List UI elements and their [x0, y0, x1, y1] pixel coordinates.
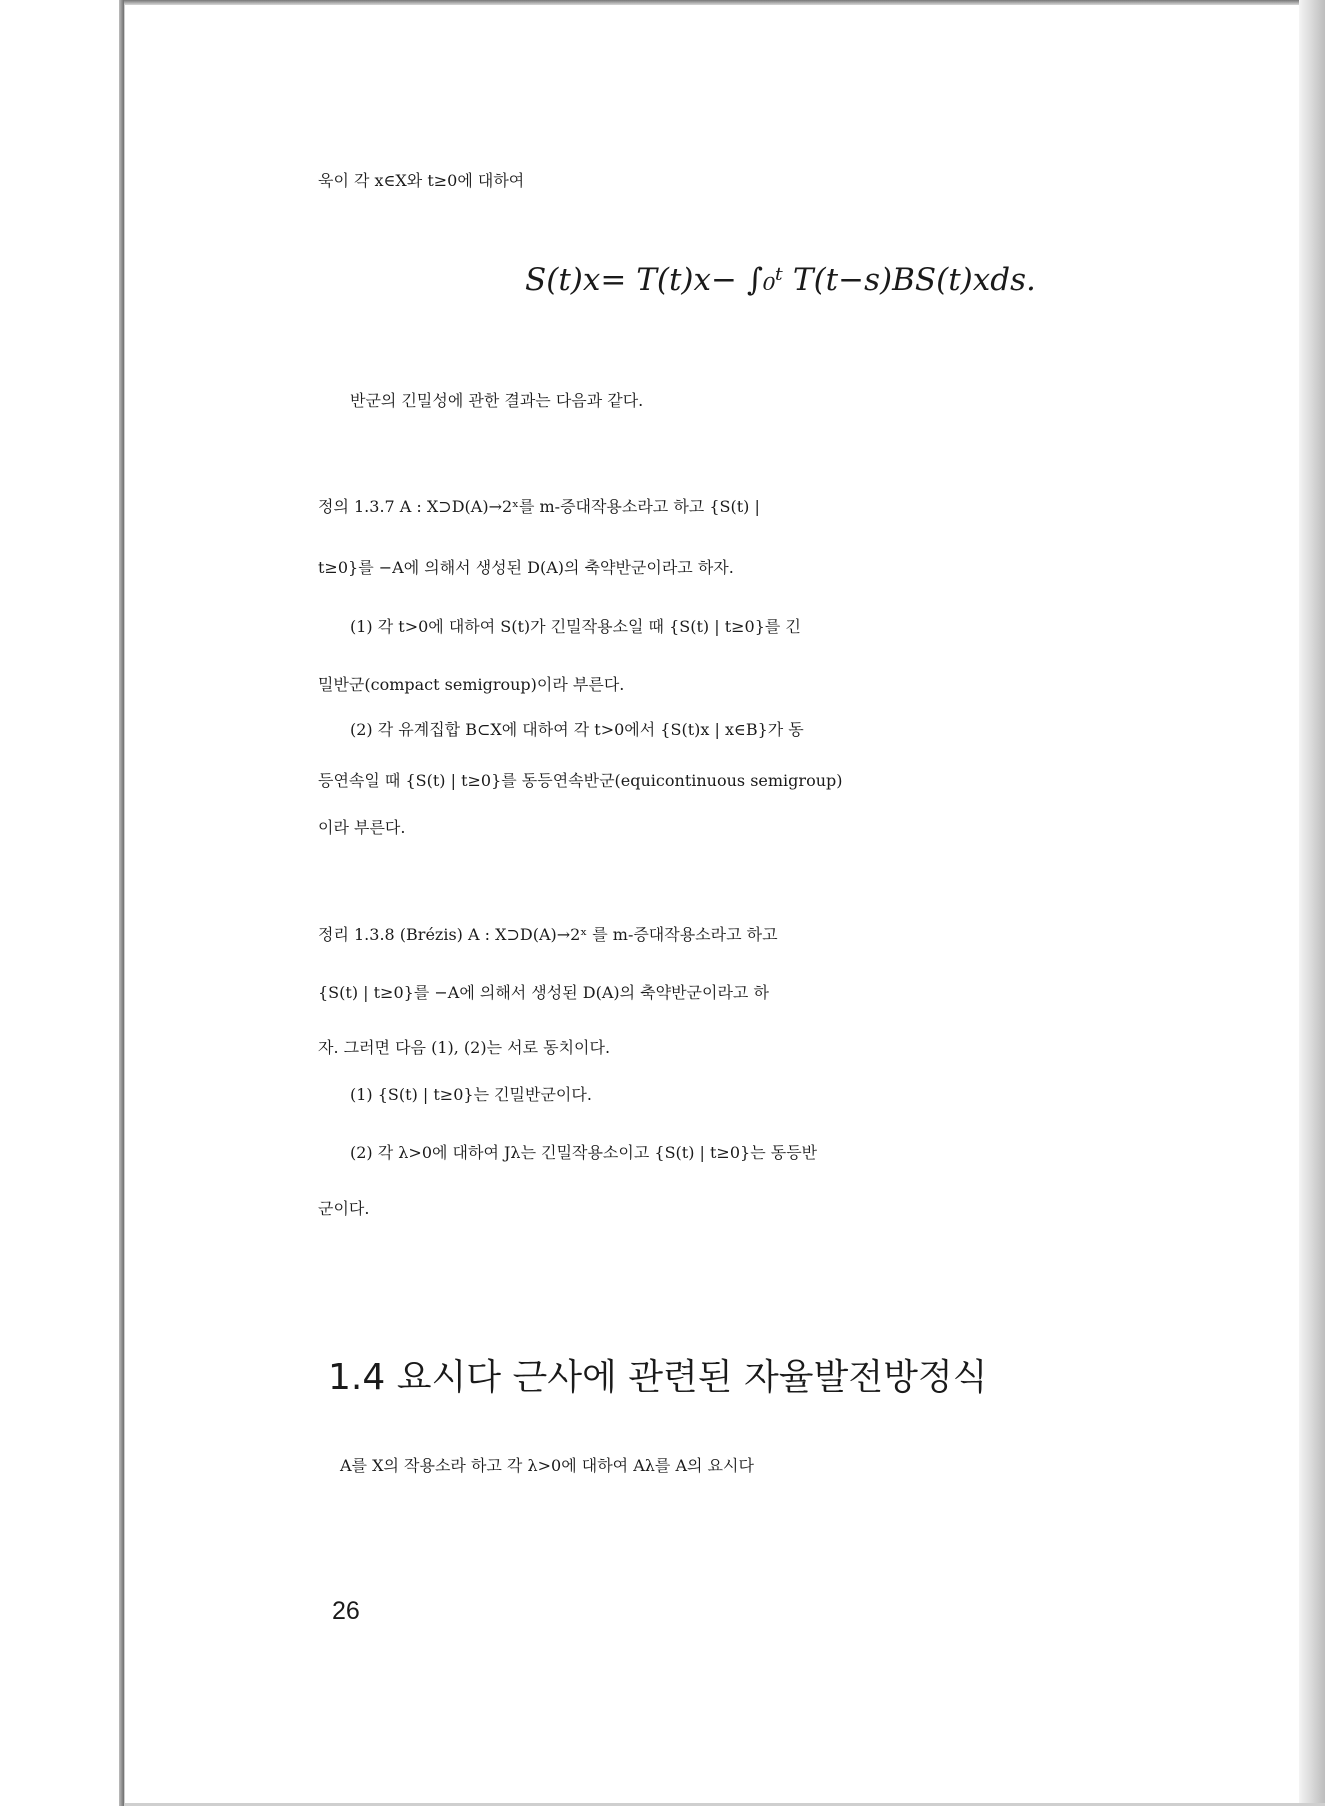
text-line: t≥0}를 −A에 의해서 생성된 D(A)의 축약반군이라고 하자. — [318, 558, 734, 577]
text-line: (2) 각 유계집합 B⊂X에 대하여 각 t>0에서 {S(t)x | x∈B}가 동 — [350, 720, 804, 739]
page-number: 26 — [332, 1597, 360, 1625]
text-line: {S(t) | t≥0}를 −A에 의해서 생성된 D(A)의 축약반군이라고 하 — [318, 983, 769, 1002]
text-line: (1) 각 t>0에 대하여 S(t)가 긴밀작용소일 때 {S(t) | t≥0}를 긴 — [350, 617, 801, 636]
integral-formula: S(t)x= T(t)x− ∫₀ᵗ T(t−s)BS(t)xds. — [525, 262, 1036, 298]
page-top-edge — [124, 0, 1325, 5]
text-line: 자. 그러면 다음 (1), (2)는 서로 동치이다. — [318, 1038, 611, 1057]
page-right-edge — [1299, 0, 1325, 1806]
page-left-edge — [0, 0, 125, 1806]
text-line: 반군의 긴밀성에 관한 결과는 다음과 같다. — [350, 391, 644, 410]
text-line: (2) 각 λ>0에 대하여 Jλ는 긴밀작용소이고 {S(t) | t≥0}는 동등반 — [350, 1143, 818, 1162]
text-line: 밀반군(compact semigroup)이라 부른다. — [318, 675, 625, 694]
section-heading: 1.4 요시다 근사에 관련된 자율발전방정식 — [328, 1357, 988, 1398]
text-line: 이라 부른다. — [318, 818, 406, 837]
text-line: 군이다. — [318, 1199, 370, 1218]
definition-heading: 정의 1.3.7 A : X⊃D(A)→2ˣ를 m-증대작용소라고 하고 {S(t) | — [318, 497, 760, 516]
text-line: 등연속일 때 {S(t) | t≥0}를 동등연속반군(equicontinuous semigroup) — [318, 771, 843, 790]
text-line: 욱이 각 x∈X와 t≥0에 대하여 — [318, 171, 525, 190]
theorem-heading: 정리 1.3.8 (Brézis) A : X⊃D(A)→2ˣ 를 m-증대작용소라고 하고 — [318, 925, 778, 944]
text-line: (1) {S(t) | t≥0}는 긴밀반군이다. — [350, 1085, 592, 1104]
text-line: A를 X의 작용소라 하고 각 λ>0에 대하여 Aλ를 A의 요시다 — [340, 1456, 754, 1475]
